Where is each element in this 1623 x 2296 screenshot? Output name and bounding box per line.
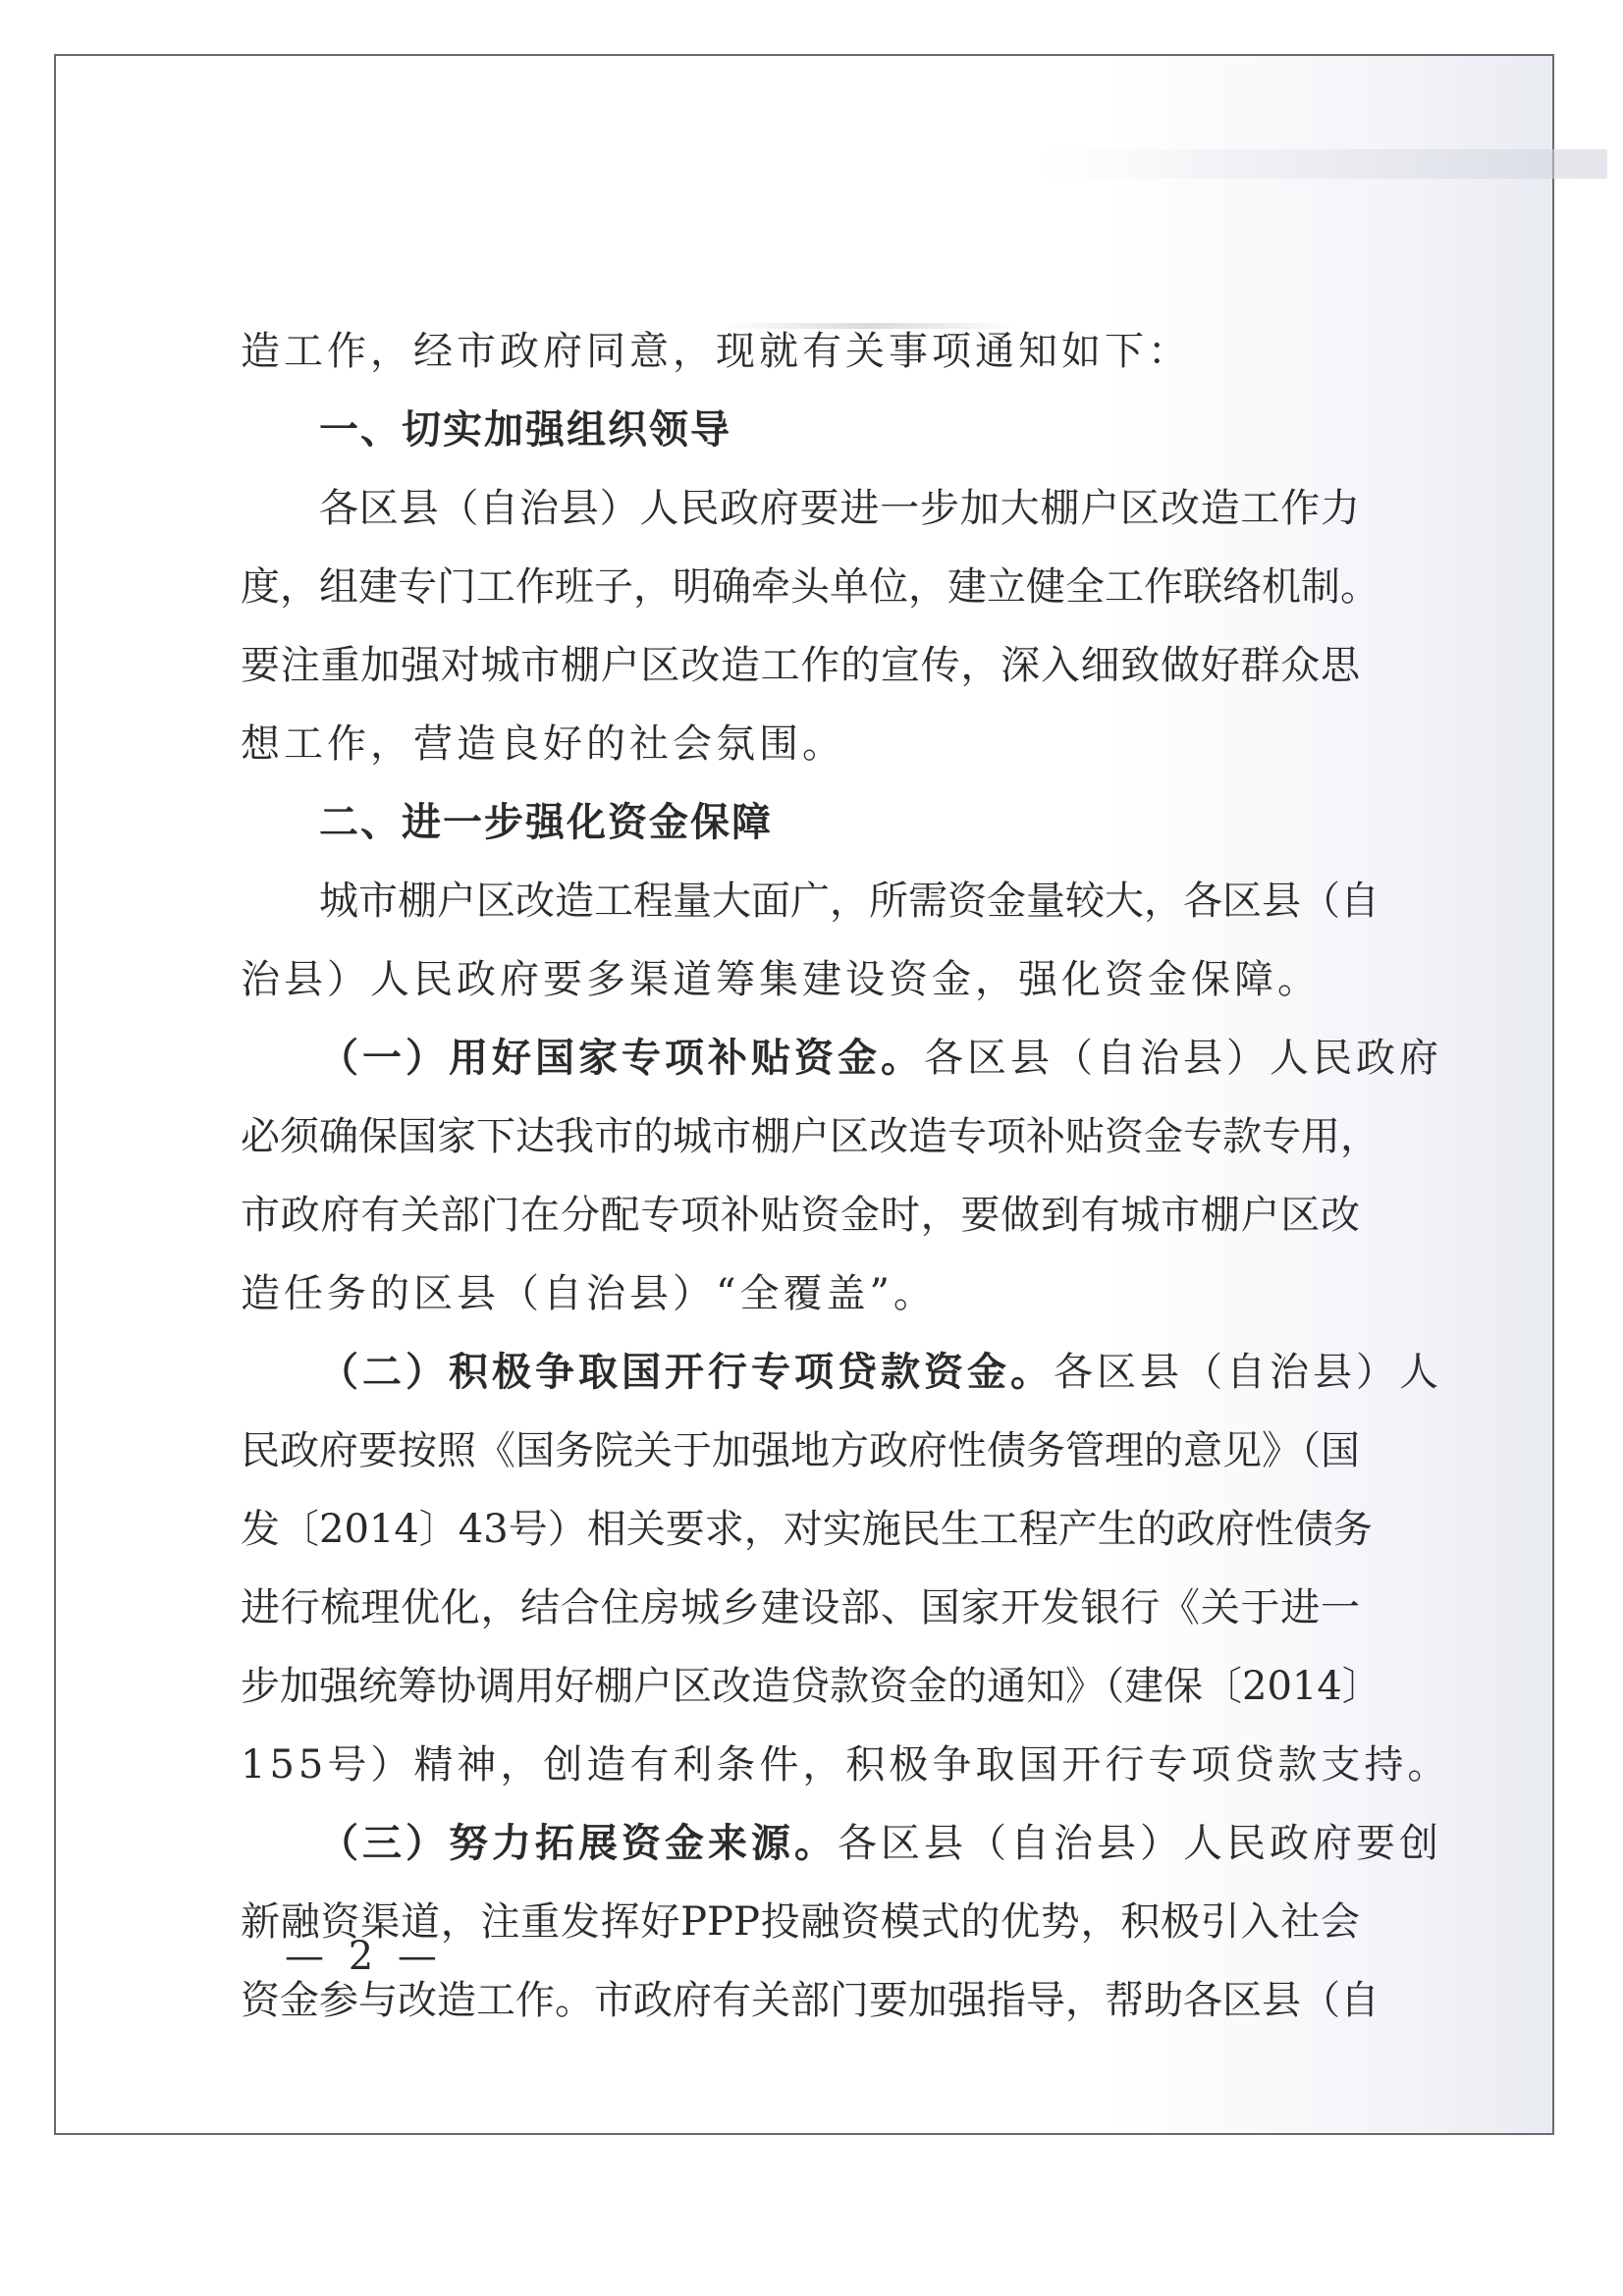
section-heading-2: 二、进一步强化资金保障	[319, 800, 773, 845]
paragraph-line	[319, 1804, 1442, 1883]
paragraph-text: 各区县（自治县）人民政府	[924, 1036, 1442, 1081]
paragraph-line: 城市棚户区改造工程量大面广，所需资金量较大，各区县（自	[319, 879, 1380, 924]
page-number: — 2 —	[285, 1934, 443, 1979]
paragraph-line	[319, 1333, 1442, 1412]
paragraph-line	[319, 1019, 1442, 1097]
paragraph-line: 进行梳理优化，结合住房城乡建设部、国家开发银行《关于进一	[241, 1585, 1360, 1630]
paragraph-text: 各区县（自治县）人民政府要创	[838, 1821, 1442, 1866]
paragraph-line: 民政府要按照《国务院关于加强地方政府性债务管理的意见》（国	[241, 1428, 1360, 1473]
scan-shadow	[1038, 149, 1607, 179]
paragraph-line: 资金参与改造工作。市政府有关部门要加强指导，帮助各区县（自	[241, 1978, 1380, 2023]
subsection-title-3: （三）努力拓展资金来源。	[319, 1820, 838, 1866]
paragraph-line: 市政府有关部门在分配专项补贴资金时，要做到有城市棚户区改	[241, 1193, 1360, 1238]
subsection-title-1: （一）用好国家专项补贴资金。	[319, 1035, 924, 1081]
subsection-title-2: （二）积极争取国开行专项贷款资金。	[319, 1349, 1054, 1395]
section-heading-1: 一、切实加强组织领导	[319, 407, 731, 453]
paragraph-line: 各区县（自治县）人民政府要进一步加大棚户区改造工作力	[319, 486, 1360, 531]
paragraph-line: 治县）人民政府要多渠道筹集建设资金，强化资金保障。	[241, 957, 1321, 1002]
paragraph-line: 新融资渠道，注重发挥好PPP投融资模式的优势，积极引入社会	[241, 1899, 1360, 1945]
paragraph-line: 度，组建专门工作班子，明确牵头单位，建立健全工作联络机制。	[241, 564, 1380, 610]
paragraph-line: 造工作，经市政府同意，现就有关事项通知如下：	[241, 329, 1191, 374]
paragraph-line: 步加强统筹协调用好棚户区改造贷款资金的通知》（建保〔2014〕	[241, 1664, 1381, 1709]
paragraph-line: 必须确保国家下达我市的城市棚户区改造专项补贴资金专款专用，	[241, 1114, 1380, 1159]
paragraph-line: 造任务的区县（自治县）“全覆盖”。	[241, 1271, 937, 1316]
paragraph-text: 各区县（自治县）人	[1054, 1350, 1442, 1395]
paragraph-line: 155号）精神，创造有利条件，积极争取国开行专项贷款支持。	[241, 1742, 1451, 1788]
paragraph-line: 要注重加强对城市棚户区改造工作的宣传，深入细致做好群众思	[241, 643, 1360, 688]
paragraph-line: 想工作，营造良好的社会氛围。	[241, 721, 845, 767]
paragraph-line: 发〔2014〕43号）相关要求，对实施民生工程产生的政府性债务	[241, 1507, 1373, 1552]
